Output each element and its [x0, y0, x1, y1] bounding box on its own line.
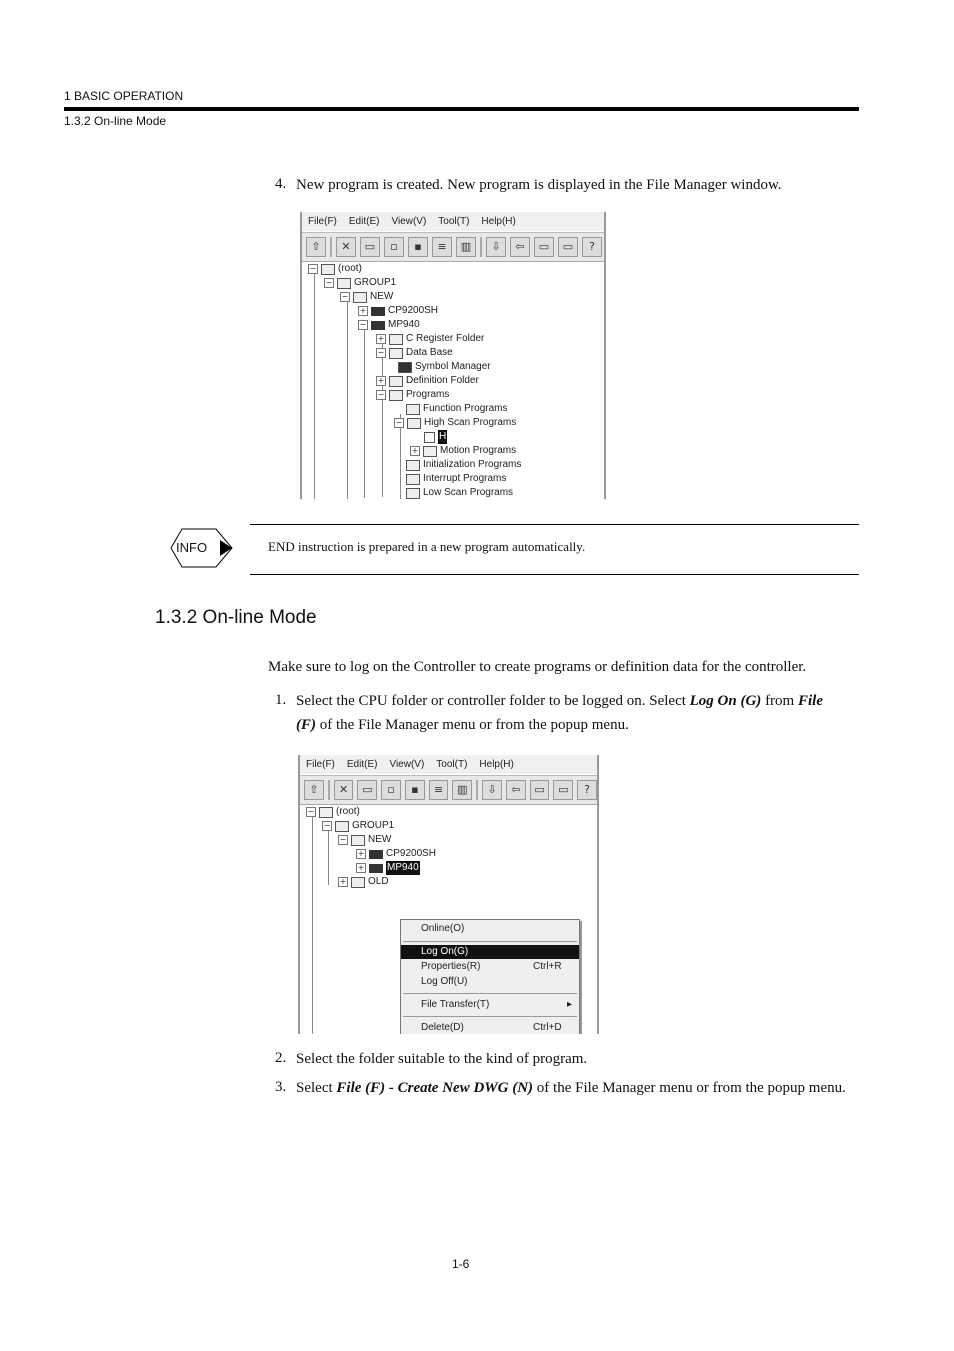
download-icon[interactable]: ⇩ [482, 780, 502, 800]
tree-node-data-base[interactable] [376, 346, 453, 360]
tree-label-selected: MP940 [387, 862, 419, 873]
small-icons-icon[interactable]: ▪ [408, 237, 428, 257]
info-icon [170, 528, 234, 568]
info-text: END instruction is prepared in a new program automatically. [268, 539, 586, 554]
tree-node-mp940[interactable] [356, 861, 420, 875]
connect-icon[interactable]: ▭ [534, 237, 554, 257]
folder-icon [389, 348, 403, 359]
collapse-icon[interactable]: − [309, 264, 317, 273]
menu-tool[interactable]: Tool(T) [436, 759, 468, 770]
tree-node-motion-programs[interactable] [410, 444, 516, 458]
delete-icon[interactable]: ✕ [336, 237, 356, 257]
tree-label: Interrupt Programs [423, 473, 507, 484]
folder-icon [351, 877, 365, 888]
tree-node-symbol-manager[interactable] [398, 360, 491, 374]
tree-label: Definition Folder [406, 375, 479, 386]
tree-label: NEW [368, 834, 392, 845]
help-icon[interactable]: ? [582, 237, 602, 257]
tree-label: Low Scan Programs [423, 487, 514, 498]
tree-label: (root) [336, 806, 360, 817]
folder-icon [389, 376, 403, 387]
tree-line [328, 829, 329, 885]
root-icon [319, 807, 333, 818]
menu-view[interactable]: View(V) [391, 216, 427, 227]
header-rule [64, 107, 859, 111]
toolbar [302, 232, 604, 262]
step-2-text: Select the folder suitable to the kind of program. [296, 1051, 588, 1067]
properties-icon[interactable]: ▭ [357, 780, 377, 800]
expand-icon[interactable]: + [377, 376, 385, 385]
step-3-post: of the File Manager menu or from the popup menu. [533, 1080, 846, 1096]
running-header-section: 1.3.2 On-line Mode [64, 114, 167, 128]
folder-icon [389, 334, 403, 345]
folder-icon [407, 418, 421, 429]
collapse-icon[interactable]: − [377, 348, 385, 357]
step-1-number: 1. [275, 692, 287, 708]
menu-edit[interactable]: Edit(E) [346, 759, 378, 770]
collapse-icon[interactable]: − [307, 807, 315, 816]
tree-node-root[interactable] [308, 262, 362, 276]
help-icon[interactable]: ? [577, 780, 597, 800]
expand-icon[interactable]: + [411, 446, 419, 455]
folder-icon [423, 446, 437, 457]
disconnect-icon[interactable]: ▭ [558, 237, 578, 257]
intro-text: Make sure to log on the Controller to create programs or definition data for the controller. [268, 659, 807, 675]
tree-label: OLD [368, 876, 389, 887]
folder-tree [300, 805, 597, 1034]
properties-icon[interactable]: ▭ [360, 237, 380, 257]
large-icons-icon[interactable]: ▫ [381, 780, 401, 800]
disconnect-icon[interactable]: ▭ [553, 780, 573, 800]
menu-file[interactable]: File(F) [306, 759, 335, 770]
menu-separator [403, 993, 577, 994]
tree-node-root[interactable] [306, 805, 360, 819]
menubar [302, 212, 604, 231]
tree-label: CP9200SH [386, 848, 437, 859]
info-top-rule [250, 524, 859, 525]
tree-label: Programs [406, 389, 450, 400]
menu-separator [403, 941, 577, 942]
collapse-icon[interactable]: − [341, 292, 349, 301]
menubar [300, 755, 597, 774]
step-3-number: 3. [275, 1079, 287, 1095]
running-header-chapter: 1 BASIC OPERATION [64, 89, 184, 103]
menu-item-label: Log On(G) [421, 946, 469, 957]
context-menu [400, 919, 580, 1034]
expand-icon[interactable]: + [357, 849, 365, 858]
tree-node-new-program[interactable] [424, 430, 447, 444]
tree-label: Symbol Manager [415, 361, 491, 372]
symbol-manager-icon [398, 362, 412, 373]
menu-tool[interactable]: Tool(T) [438, 216, 470, 227]
root-icon [321, 264, 335, 275]
folder-icon [406, 460, 420, 471]
menu-file[interactable]: File(F) [308, 216, 337, 227]
menu-item-shortcut: Ctrl+R [533, 961, 562, 972]
folder-icon [406, 488, 420, 499]
tree-label: High Scan Programs [424, 417, 517, 428]
tree-node-definition-folder[interactable] [376, 374, 479, 388]
page-number: 1-6 [452, 1257, 470, 1271]
folder-icon [389, 390, 403, 401]
folder-icon [406, 474, 420, 485]
toolbar-separator [328, 780, 330, 800]
menu-help[interactable]: Help(H) [481, 216, 516, 227]
tree-label: CP9200SH [388, 305, 439, 316]
tree-label: NEW [370, 291, 394, 302]
collapse-icon[interactable]: − [339, 835, 347, 844]
tree-label: Initialization Programs [423, 459, 522, 470]
tree-label: GROUP1 [352, 820, 395, 831]
info-bottom-rule [250, 574, 859, 575]
step-3-text [296, 1076, 859, 1100]
toolbar-separator [476, 780, 478, 800]
step-4-text: New program is created. New program is displayed in the File Manager window. [296, 177, 782, 193]
menu-help[interactable]: Help(H) [479, 759, 514, 770]
folder-icon [406, 404, 420, 415]
collapse-icon[interactable]: − [377, 390, 385, 399]
folder-icon [353, 292, 367, 303]
tree-label: Data Base [406, 347, 453, 358]
details-icon[interactable]: ▥ [456, 237, 476, 257]
tree-node-c-register-folder[interactable] [376, 332, 484, 346]
tree-label: Motion Programs [440, 445, 517, 456]
folder-icon [337, 278, 351, 289]
step-3-pre: Select [296, 1080, 337, 1096]
tree-node-initialization-programs[interactable] [406, 458, 521, 472]
menu-item-online[interactable] [401, 922, 579, 936]
step-1-file-key: (F) [296, 717, 316, 733]
menu-edit[interactable]: Edit(E) [348, 216, 380, 227]
tree-node-interrupt-programs[interactable] [406, 472, 506, 486]
upload-icon[interactable]: ⇦ [510, 237, 530, 257]
delete-icon[interactable]: ✕ [334, 780, 354, 800]
menu-item-label: Properties(R) [421, 961, 481, 972]
folder-tree [302, 262, 604, 499]
menu-item-label: Online(O) [421, 923, 465, 934]
menu-item-delete[interactable] [401, 1021, 579, 1034]
step-3-command: File (F) - Create New DWG (N) [336, 1080, 534, 1096]
step-1-text [296, 689, 859, 737]
up-folder-icon[interactable]: ⇧ [304, 780, 324, 800]
menu-separator [403, 1016, 577, 1017]
tree-node-old[interactable] [338, 875, 389, 889]
step-2-number: 2. [275, 1050, 287, 1066]
expand-icon[interactable]: + [359, 306, 367, 315]
menu-item-properties[interactable] [401, 960, 579, 974]
step-4-number: 4. [275, 176, 287, 192]
file-manager-screenshot-2 [298, 755, 599, 1034]
collapse-icon[interactable]: − [359, 320, 367, 329]
tree-node-group1[interactable] [322, 819, 394, 833]
tree-label: GROUP1 [354, 277, 397, 288]
folder-icon [335, 821, 349, 832]
tree-line [347, 300, 348, 499]
cpu-icon [369, 864, 383, 873]
menu-item-file-transfer[interactable] [401, 998, 579, 1012]
submenu-arrow-icon: ▸ [567, 999, 573, 1010]
toolbar-separator [480, 237, 482, 257]
menu-item-shortcut: Ctrl+D [533, 1022, 562, 1033]
list-icon[interactable]: ≡ [429, 780, 449, 800]
small-icons-icon[interactable]: ▪ [405, 780, 425, 800]
tree-label: Function Programs [423, 403, 508, 414]
expand-icon[interactable]: + [339, 877, 347, 886]
menu-view[interactable]: View(V) [389, 759, 425, 770]
tree-node-group1[interactable] [324, 276, 396, 290]
menu-item-log-off[interactable] [401, 975, 579, 989]
folder-icon [351, 835, 365, 846]
cpu-icon [369, 850, 383, 859]
step-1-pre: Select the CPU folder or controller folder to be logged on. Select [296, 693, 690, 709]
menu-item-label: Log Off(U) [421, 976, 468, 987]
drawing-icon [424, 432, 435, 443]
tree-node-function-programs[interactable] [406, 402, 507, 416]
section-title: 1.3.2 On-line Mode [155, 607, 317, 628]
tree-line [364, 328, 365, 498]
file-manager-screenshot-1 [300, 212, 606, 499]
details-icon[interactable]: ▥ [452, 780, 472, 800]
tree-line [314, 272, 315, 499]
download-icon[interactable]: ⇩ [486, 237, 506, 257]
tree-line [382, 342, 383, 497]
toolbar [300, 775, 597, 805]
connect-icon[interactable]: ▭ [530, 780, 550, 800]
expand-icon[interactable]: + [377, 334, 385, 343]
large-icons-icon[interactable]: ▫ [384, 237, 404, 257]
tree-node-cp9200sh[interactable] [356, 847, 436, 861]
upload-icon[interactable]: ⇦ [506, 780, 526, 800]
tree-label-selected: H [439, 431, 447, 442]
info-label: INFO [176, 540, 208, 555]
tree-node-programs[interactable] [376, 388, 449, 402]
menu-item-label: File Transfer(T) [421, 999, 490, 1010]
menu-item-label: Delete(D) [421, 1022, 464, 1033]
tree-line [312, 815, 313, 1034]
menu-item-log-on[interactable] [401, 945, 579, 959]
tree-label: MP940 [388, 319, 420, 330]
up-folder-icon[interactable]: ⇧ [306, 237, 326, 257]
tree-node-low-scan-programs[interactable] [406, 486, 513, 499]
toolbar-separator [330, 237, 332, 257]
step-1-post: of the File Manager menu or from the popup menu. [316, 717, 629, 733]
tree-node-new[interactable] [340, 290, 393, 304]
tree-label: C Register Folder [406, 333, 485, 344]
cpu-icon [371, 307, 385, 316]
step-1-file: File [797, 693, 823, 709]
tree-node-new[interactable] [338, 833, 391, 847]
step-1-mid: from [761, 693, 798, 709]
collapse-icon[interactable]: − [323, 821, 331, 830]
collapse-icon[interactable]: − [325, 278, 333, 287]
list-icon[interactable]: ≡ [432, 237, 452, 257]
tree-node-mp940[interactable] [358, 318, 420, 332]
cpu-icon [371, 321, 385, 330]
tree-label: (root) [338, 263, 362, 274]
step-1-log-on: Log On (G) [689, 693, 762, 709]
tree-node-cp9200sh[interactable] [358, 304, 438, 318]
expand-icon[interactable]: + [357, 863, 365, 872]
tree-node-high-scan-programs[interactable] [394, 416, 516, 430]
collapse-icon[interactable]: − [395, 418, 403, 427]
